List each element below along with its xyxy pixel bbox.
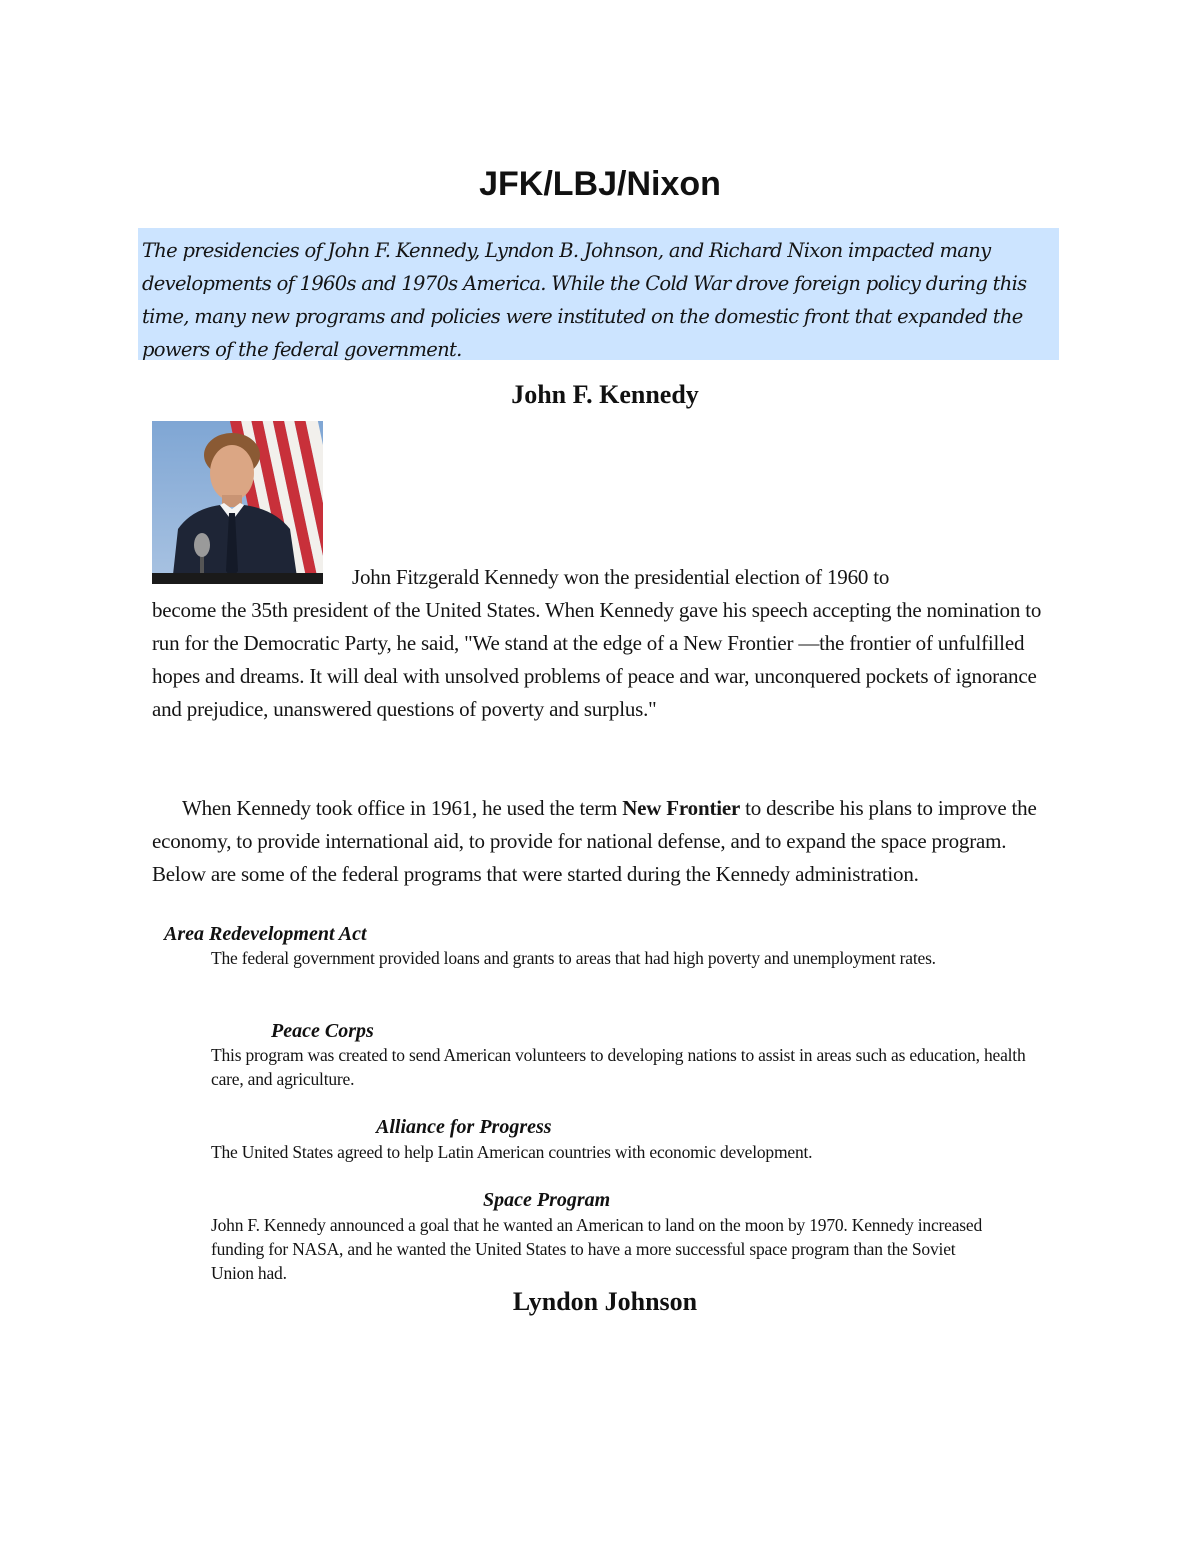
program-title-space-program: Space Program — [483, 1189, 611, 1211]
program-title-area-redevelopment: Area Redevelopment Act — [164, 923, 367, 945]
heading-kennedy: John F. Kennedy — [511, 380, 699, 409]
kennedy-para2-text-cont: to describe his plans to improve the economy, to provide international aid, to provide for national defense, and to expand the space program. Below are some of the federal programs that were started during the Kennedy administration. — [152, 796, 1037, 886]
new-frontier-term: New Frontier — [622, 796, 741, 820]
kennedy-para2 — [152, 792, 1052, 891]
heading-johnson: Lyndon Johnson — [512, 1287, 698, 1316]
intro-paragraph: The presidencies of John F. Kennedy, Lyndon B. Johnson, and Richard Nixon impacted many developments of 1960s and 1970s America. While the Cold War drove foreign policy during this time, many new programs and policies were instituted on the domestic front that expanded the powers of the federal government. — [138, 228, 1059, 360]
program-desc-alliance-for-progress: The United States agreed to help Latin American countries with economic development. — [211, 1142, 813, 1162]
page-title: JFK/LBJ/Nixon — [479, 165, 721, 203]
program-desc-space-program: John F. Kennedy announced a goal that he wanted an American to land on the moon by 1970. Kennedy increased funding for NASA, and he wanted the United States to have a more successful space program than the Soviet Union had. — [211, 1215, 982, 1283]
program-title-peace-corps: Peace Corps — [271, 1020, 374, 1042]
program-desc-area-redevelopment: The federal government provided loans and grants to areas that had high poverty and unemployment rates. — [211, 948, 936, 968]
kennedy-para2-text: When Kennedy took office in 1961, he used the term — [182, 796, 623, 820]
kennedy-photo — [152, 421, 323, 584]
program-title-alliance-for-progress: Alliance for Progress — [376, 1116, 552, 1138]
kennedy-para1: become the 35th president of the United States. When Kennedy gave his speech accepting the nomination to run for the Democratic Party, he said, "We stand at the edge of a New Frontier —the frontier of unfulfilled hopes and dreams. It will deal with unsolved problems of peace and war, unconquered pockets of ignorance and prejudice, unanswered questions of poverty and surplus." — [152, 598, 1042, 721]
program-desc-peace-corps: This program was created to send American volunteers to developing nations to assist in areas such as education, health care, and agriculture. — [211, 1045, 1026, 1089]
kennedy-para1-first-line: John Fitzgerald Kennedy won the presidential election of 1960 to — [352, 565, 890, 589]
